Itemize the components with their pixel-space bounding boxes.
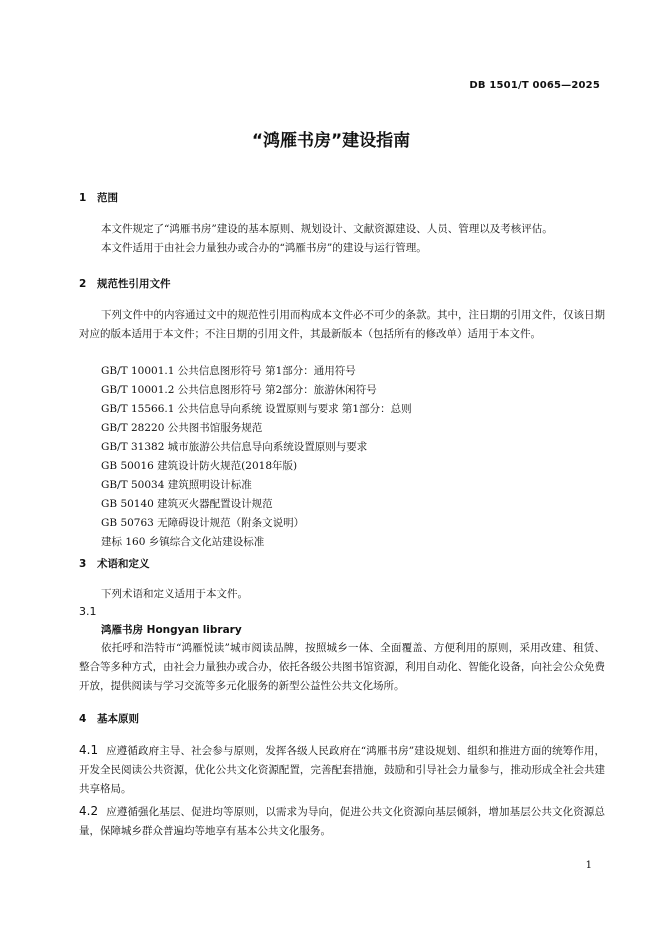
section-number: 1 bbox=[79, 192, 87, 204]
section-4-heading bbox=[79, 711, 139, 726]
section-number: 4 bbox=[79, 713, 87, 725]
term-name: 鸿雁书房 Hongyan library bbox=[101, 624, 242, 636]
clause-number: 4.2 bbox=[79, 804, 99, 818]
term-number: 3.1 bbox=[79, 605, 97, 618]
section-number: 3 bbox=[79, 558, 87, 570]
document-title: “鸿雁书房”建设指南 bbox=[251, 131, 411, 151]
section-3-intro: 下列术语和定义适用于本文件。 bbox=[101, 588, 248, 600]
clause-text: 应遵循强化基层、促进均等原则，以需求为导向，促进公共文化资源向基层倾斜，增加基层公共文化资源总量，保障城乡群众普遍均等地享有基本公共文化服务。 bbox=[79, 806, 605, 837]
reference-item: GB/T 50034 建筑照明设计标准 bbox=[101, 479, 252, 491]
section-1-para-1: 本文件规定了“鸿雁书房”建设的基本原则、规划设计、文献资源建设、人员、管理以及考核评估。 bbox=[101, 223, 553, 235]
section-title: 基本原则 bbox=[97, 713, 139, 725]
reference-item: 建标 160 乡镇综合文化站建设标准 bbox=[101, 536, 265, 548]
clause-text: 应遵循政府主导、社会参与原则，发挥各级人民政府在“鸿雁书房”建设规划、组织和推进方面的统筹作用，开发全民阅读公共资源，优化公共文化资源配置，完善配套措施，鼓励和引导社会力量参与，推动形成全社会共建共享格局。 bbox=[79, 745, 605, 795]
reference-item: GB/T 10001.1 公共信息图形符号 第1部分：通用符号 bbox=[101, 365, 356, 377]
clause-4-2 bbox=[79, 802, 605, 841]
section-2-intro: 下列文件中的内容通过文中的规范性引用而构成本文件必不可少的条款。其中，注日期的引用文件，仅该日期对应的版本适用于本文件；不注日期的引用文件，其最新版本（包括所有的修改单）适用于本文件。 bbox=[79, 309, 605, 340]
reference-item: GB/T 10001.2 公共信息图形符号 第2部分：旅游休闲符号 bbox=[101, 384, 377, 396]
reference-item: GB/T 15566.1 公共信息导向系统 设置原则与要求 第1部分：总则 bbox=[101, 403, 412, 415]
section-number: 2 bbox=[79, 278, 87, 290]
document-code: DB 1501/T 0065—2025 bbox=[469, 80, 600, 91]
reference-item: GB 50763 无障碍设计规范（附条文说明） bbox=[101, 517, 305, 529]
section-2-heading bbox=[79, 276, 171, 291]
clause-number: 4.1 bbox=[79, 743, 99, 757]
section-title: 范围 bbox=[97, 192, 118, 204]
reference-item: GB 50140 建筑灭火器配置设计规范 bbox=[101, 498, 273, 510]
reference-item: GB 50016 建筑设计防火规范(2018年版) bbox=[101, 460, 298, 472]
section-3-heading bbox=[79, 556, 150, 571]
section-title: 术语和定义 bbox=[97, 558, 150, 570]
reference-item: GB/T 31382 城市旅游公共信息导向系统设置原则与要求 bbox=[101, 441, 368, 453]
clause-4-1 bbox=[79, 741, 605, 799]
section-1-para-2: 本文件适用于由社会力量独办或合办的“鸿雁书房”的建设与运行管理。 bbox=[101, 242, 427, 254]
section-1-heading bbox=[79, 190, 118, 205]
reference-item: GB/T 28220 公共图书馆服务规范 bbox=[101, 422, 263, 434]
term-definition: 依托呼和浩特市“鸿雁悦读”城市阅读品牌，按照城乡一体、全面覆盖、方便利用的原则，采用改建、租赁、整合等多种方式，由社会力量独办或合办，依托各级公共图书馆资源，利用自动化、智能化设备，向社会公众免费开放，提供阅读与学习交流等多元化服务的新型公益性公共文化场所。 bbox=[79, 642, 605, 692]
page-number: 1 bbox=[585, 860, 592, 871]
section-title: 规范性引用文件 bbox=[97, 278, 171, 290]
